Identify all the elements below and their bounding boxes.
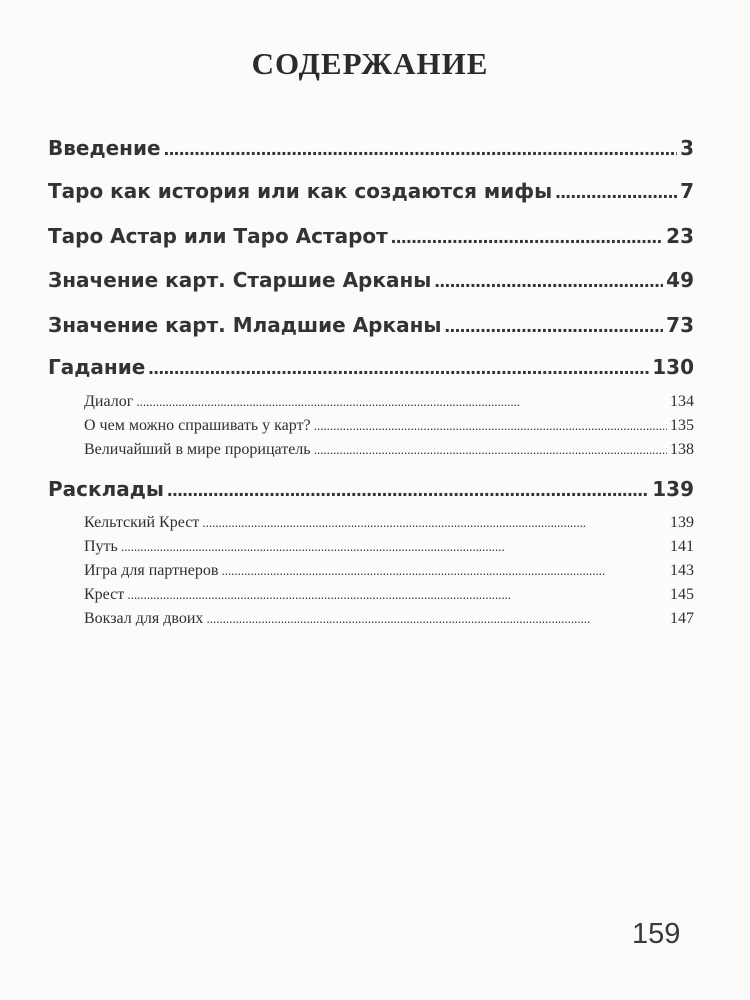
dot-leader — [136, 394, 667, 409]
toc-entry-astar — [48, 224, 694, 249]
dot-leader — [314, 418, 667, 433]
toc-entry-label: Кельтский Крест — [84, 514, 200, 531]
dot-leader — [167, 479, 649, 502]
toc-entry-page: 138 — [670, 441, 694, 458]
dot-leader — [164, 138, 678, 161]
toc-entry-page: 130 — [652, 355, 694, 379]
toc-entry-divination — [48, 355, 694, 380]
toc-subentry-celtic-cross — [84, 514, 694, 532]
toc-entry-label: Значение карт. Младшие Арканы — [48, 313, 442, 337]
toc-subentry-dialog — [84, 393, 694, 411]
toc-subentry-seer — [84, 441, 694, 459]
page-title: СОДЕРЖАНИЕ — [251, 46, 489, 81]
toc-subentry-partners — [84, 562, 694, 580]
dot-leader — [444, 315, 663, 338]
page-number: 159 — [632, 918, 681, 950]
toc-entry-page: 139 — [670, 514, 694, 531]
toc-entry-page: 143 — [670, 562, 694, 579]
toc-entry-page: 3 — [680, 136, 694, 160]
toc-entry-label: Вокзал для двоих — [84, 610, 204, 627]
toc-entry-label: Значение карт. Старшие Арканы — [48, 268, 432, 292]
toc-entry-page: 134 — [670, 393, 694, 410]
toc-entry-page: 145 — [670, 586, 694, 603]
toc-entry-label: Диалог — [84, 393, 134, 410]
toc-entry-page: 73 — [666, 313, 694, 337]
toc-entry-history — [48, 179, 694, 204]
toc-entry-page: 7 — [680, 179, 694, 203]
toc-entry-label: Таро Астар или Таро Астарот — [48, 224, 388, 248]
toc-entry-label: Гадание — [48, 355, 146, 379]
toc-entry-major-arcana — [48, 268, 694, 293]
toc-entry-minor-arcana — [48, 313, 694, 338]
dot-leader — [202, 515, 667, 530]
toc-entry-label: Расклады — [48, 477, 164, 501]
dot-leader — [121, 539, 667, 554]
toc-entry-label: Введение — [48, 136, 161, 160]
toc-subentry-station — [84, 610, 694, 628]
dot-leader — [221, 563, 667, 578]
toc-entry-label: Крест — [84, 586, 125, 603]
dot-leader — [555, 181, 677, 204]
toc-entry-label: Таро как история или как создаются мифы — [48, 179, 553, 203]
toc-entry-page: 147 — [670, 610, 694, 627]
toc-entry-label: Игра для партнеров — [84, 562, 219, 579]
dot-leader — [391, 226, 663, 249]
dot-leader — [148, 357, 649, 380]
dot-leader — [127, 587, 667, 602]
toc-subentry-path — [84, 538, 694, 556]
toc-subentry-cross — [84, 586, 694, 604]
toc-subentry-questions — [84, 417, 694, 435]
toc-entry-introduction — [48, 136, 694, 161]
toc-entry-label: Путь — [84, 538, 118, 555]
toc-entry-label: Величайший в мире прорицатель — [84, 441, 311, 458]
toc-entry-page: 23 — [666, 224, 694, 248]
toc-entry-page: 141 — [670, 538, 694, 555]
dot-leader — [206, 611, 667, 626]
toc-entry-page: 49 — [666, 268, 694, 292]
dot-leader — [434, 270, 663, 293]
dot-leader — [314, 442, 667, 457]
toc-entry-spreads — [48, 477, 694, 502]
toc-entry-page: 135 — [670, 417, 694, 434]
toc-entry-page: 139 — [652, 477, 694, 501]
toc-entry-label: О чем можно спрашивать у карт? — [84, 417, 311, 434]
